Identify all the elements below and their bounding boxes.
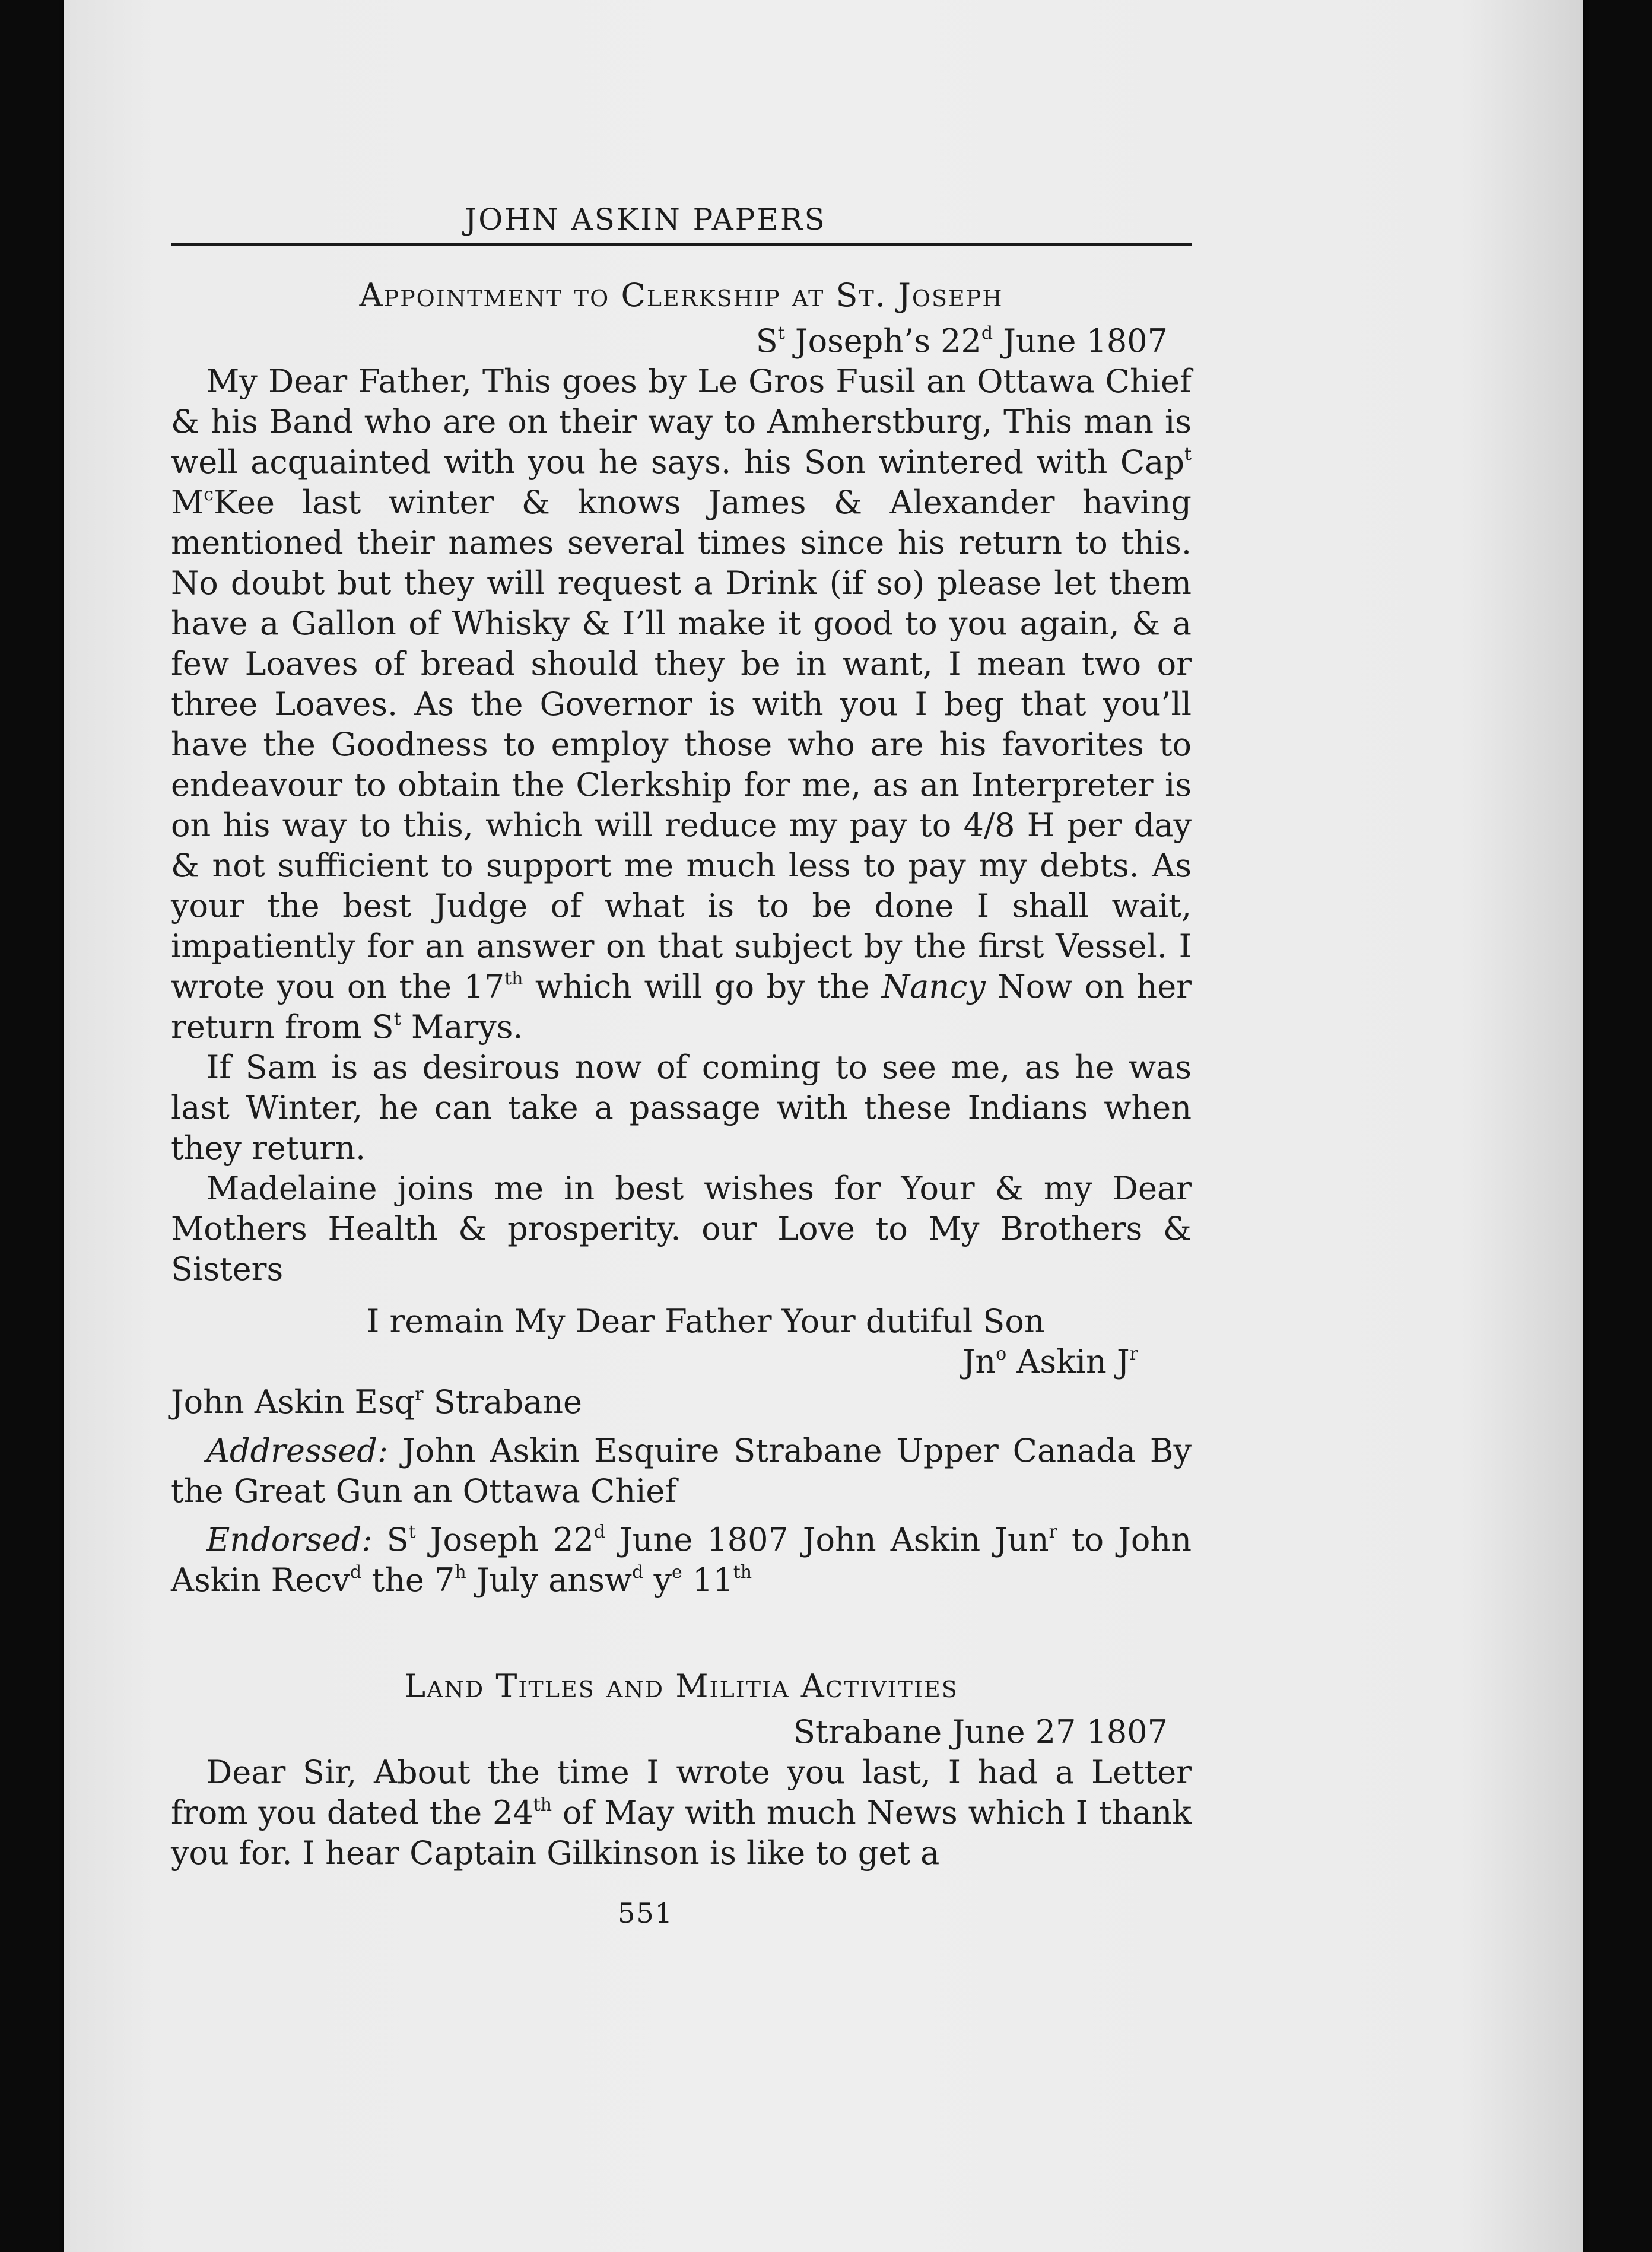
letter1-addressed-note: [171, 1431, 1192, 1511]
section-gap: [171, 1600, 1192, 1666]
ship-name: Nancy: [881, 968, 986, 1005]
superscript: th: [733, 1562, 752, 1583]
note-text: to John Askin Recv: [171, 1521, 1192, 1599]
superscript: d: [632, 1562, 644, 1583]
letter2-heading: Land Titles and Militia Activities: [404, 1667, 958, 1705]
body-text: My Dear Father, This goes by Le Gros Fusil an Ottawa Chief & his Band who are on their way to Amherstburg, This man is well acquainted with you he says. his Son wintered with Cap: [171, 363, 1192, 481]
letter1-paragraph-3: Madelaine joins me in best wishes for Your & my Dear Mothers Health & prosperity. our Love to My Brothers & Sisters: [171, 1170, 1192, 1288]
note-text: S: [372, 1521, 409, 1558]
superscript: h: [455, 1562, 466, 1583]
note-text: July answ: [466, 1561, 633, 1599]
body-text: Now on her return from S: [171, 968, 1192, 1046]
letter1-signature: [171, 1342, 1192, 1382]
superscript: d: [981, 323, 993, 344]
body-text: M: [171, 484, 204, 521]
letter1-addressee: [171, 1382, 1192, 1422]
note-text: June 1807 John Askin Jun: [605, 1521, 1049, 1558]
note-label: Addressed:: [206, 1432, 389, 1469]
superscript: t: [408, 1522, 416, 1542]
body-text: Marys.: [401, 1008, 523, 1046]
note-label: Endorsed:: [206, 1521, 373, 1558]
superscript: d: [593, 1522, 606, 1542]
superscript: th: [504, 968, 523, 989]
text-column: [171, 202, 1192, 1929]
note-text: 11: [682, 1561, 733, 1599]
note-text: the 7: [361, 1561, 455, 1599]
running-head: JOHN ASKIN PAPERS: [465, 202, 827, 237]
note-text: Joseph 22: [415, 1521, 594, 1558]
addressee-text: Strabane: [423, 1383, 582, 1421]
superscript: t: [777, 323, 785, 344]
superscript: e: [672, 1562, 682, 1583]
letter1-dateline: [171, 321, 1192, 361]
letter1-endorsed-note: [171, 1520, 1192, 1600]
body-text: Dear Sir, About the time I wrote you last, I had a Letter from you dated the 24: [171, 1754, 1192, 1831]
page-number: 551: [618, 1897, 673, 1929]
body-text: Kee last winter & knows James & Alexander having mentioned their names several times since his return to this. No doubt but they will request a Drink (if so) please let them have a Gallon of Whisky & I’ll make it good to you again, & a few Loaves of bread should they be in want, I mean two or three Loaves. As the Governor is with you I beg that you’ll have the Goodness to employ those who are his favorites to endeavour to obtain the Clerkship for me, as an Interpreter is on his way to this, which will reduce my pay to 4/8 H per day & not sufficient to support me much less to pay my debts. As your the best Judge of what is to be done I shall wait, impatiently for an answer on that subject by the first Vessel. I wrote you on the 17: [171, 484, 1192, 1005]
letter2-paragraph-1: [171, 1752, 1192, 1873]
signature-text: Askin J: [1006, 1343, 1130, 1380]
letter1-paragraph-1: [171, 361, 1192, 1047]
page-sheet: [64, 0, 1583, 2252]
superscript: o: [996, 1343, 1007, 1364]
superscript: d: [350, 1562, 362, 1583]
body-text: of May with much News which I thank you for. I hear Captain Gilkinson is like to get a: [171, 1794, 1192, 1872]
body-text: which will go by the: [523, 968, 882, 1005]
letter2-dateline: Strabane June 27 1807: [793, 1713, 1168, 1751]
addressee-text: John Askin Esq: [171, 1383, 415, 1421]
signature-text: Jn: [962, 1343, 996, 1380]
letter1-paragraph-2: If Sam is as desirous now of coming to see me, as he was last Winter, he can take a passage with these Indians when they return.: [171, 1049, 1192, 1167]
note-text: John Askin Esquire Strabane Upper Canada By the Great Gun an Ottawa Chief: [171, 1432, 1192, 1510]
dateline-text: June 1807: [993, 322, 1168, 360]
superscript: r: [1049, 1522, 1057, 1542]
letter1-closing: I remain My Dear Father Your dutiful Son: [367, 1303, 1045, 1340]
superscript: t: [1184, 444, 1192, 465]
superscript: c: [204, 484, 214, 505]
dateline-text: Joseph’s 22: [784, 322, 981, 360]
superscript: t: [393, 1009, 401, 1030]
note-text: y: [643, 1561, 672, 1599]
superscript: th: [533, 1794, 552, 1815]
header-rule: [171, 243, 1192, 246]
superscript: r: [415, 1384, 424, 1405]
dateline-text: S: [755, 322, 778, 360]
superscript: r: [1129, 1343, 1138, 1364]
letter1-heading: Appointment to Clerkship at St. Joseph: [359, 277, 1003, 314]
